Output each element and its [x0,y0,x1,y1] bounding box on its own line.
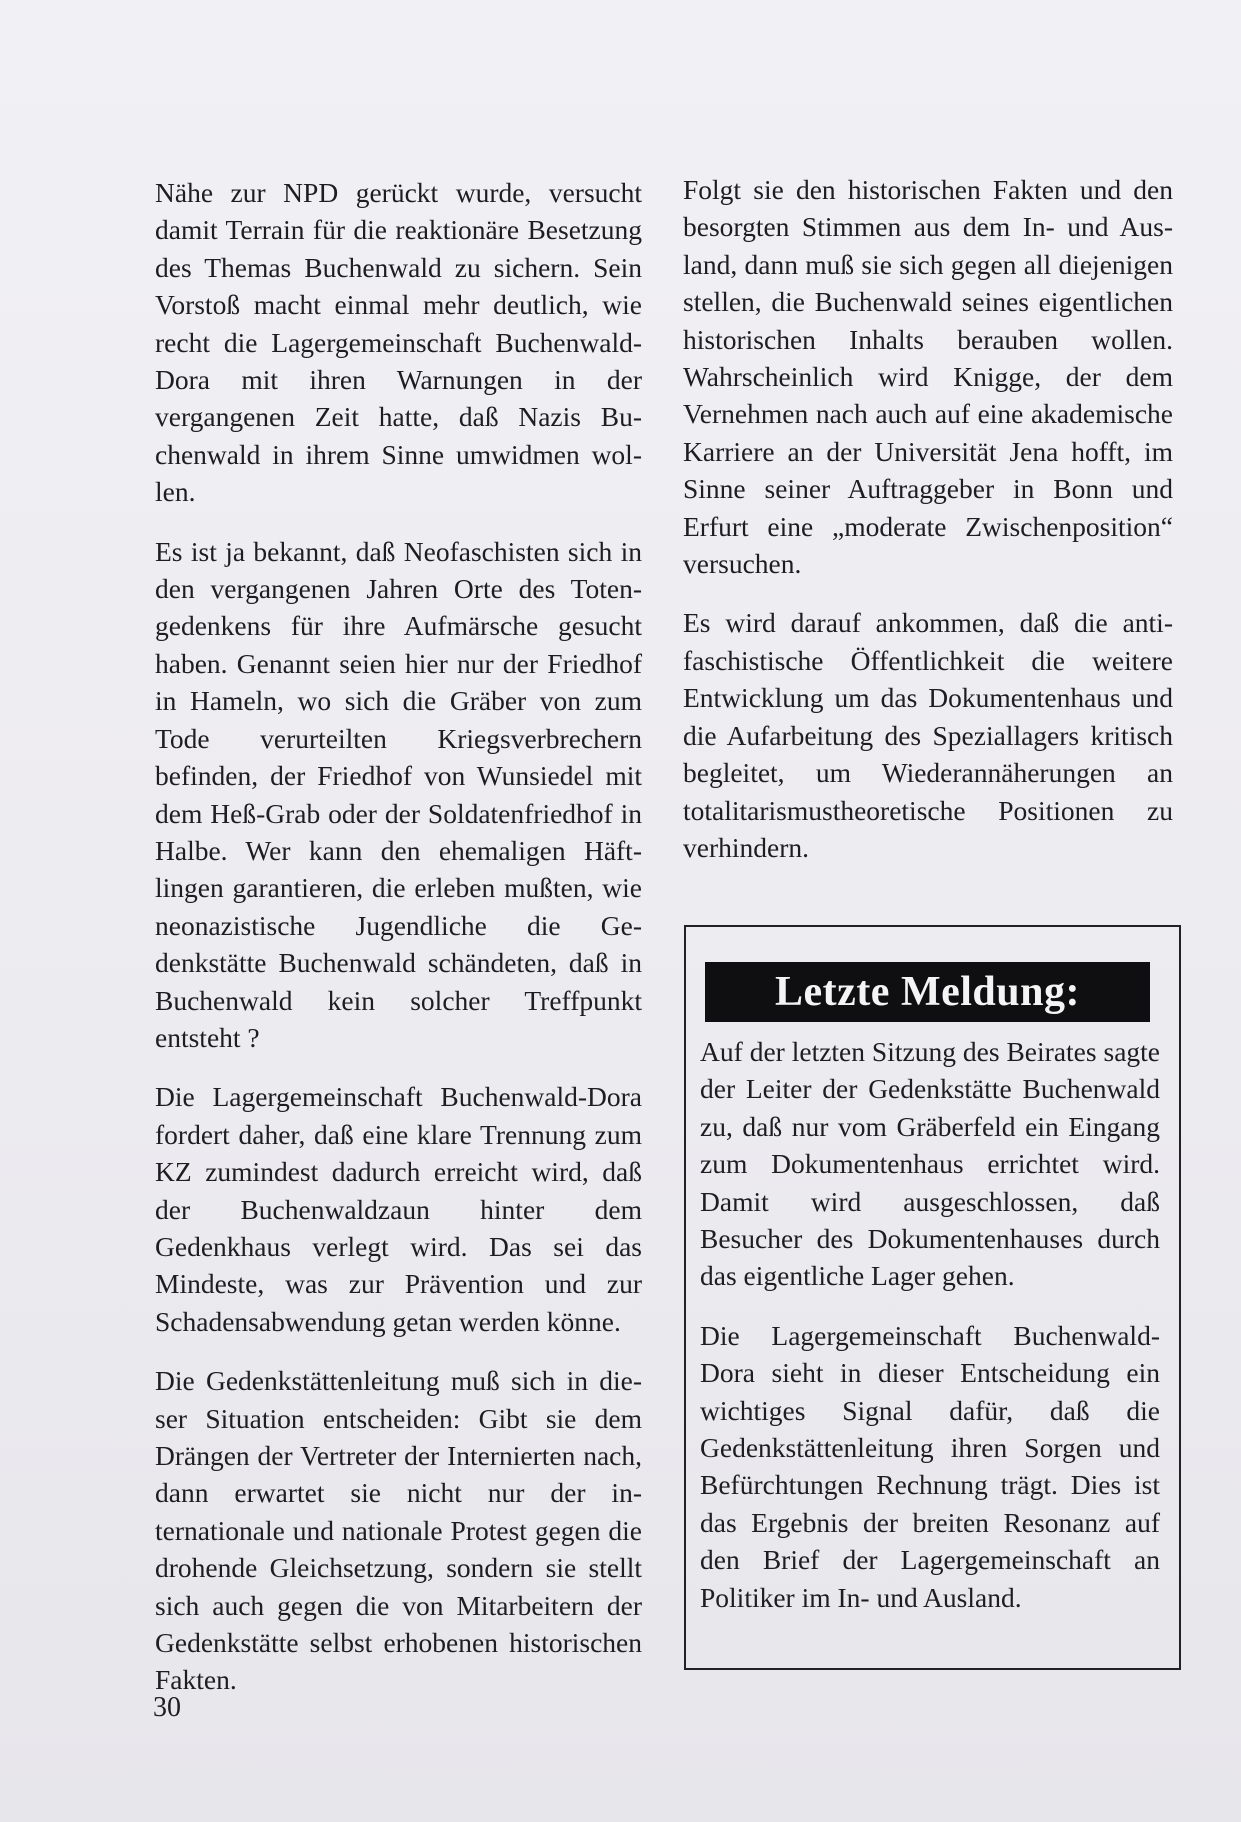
left-column [155,174,642,1721]
paragraph: Auf der letzten Sitzung des Beirates sagte der Leiter der Gedenkstätte Buchenwald zu, daß nur vom Gräberfeld ein Eingang zum Dokumentenhaus errichtet wird. Damit wird ausgeschlossen, daß Besucher des Dokumentenhauses durch das eigentliche Lager gehen. [700,1036,1160,1292]
paragraph: Nähe zur NPD gerückt wurde, versucht damit Terrain für die reaktionäre Besetzung des Themas Buchenwald zu sichern. Sein Vorstoß macht einmal mehr deutlich, wie recht die Lagergemeinschaft Buchenwald-Dora mit ihren Warnungen in der vergangenen Zeit hatte, daß Nazis Buchenwald in ihrem Sinne umwidmen wollen. [155,177,642,508]
paragraph: Die Lagergemeinschaft Buchenwald-Dora fordert daher, daß eine klare Trennung zum KZ zumindest dadurch erreicht wird, daß der Buchenwaldzaun hinter dem Gedenkhaus verlegt wird. Das sei das Mindeste, was zur Prävention und zur Schadensabwendung getan werden könne. [155,1081,642,1337]
paragraph: Die Gedenkstättenleitung muß sich in dieser Situation entscheiden: Gibt sie dem Drängen der Vertreter der Internierten nach, dann erwartet sie nicht nur der internationale und nationale Protest gegen die drohende Gleichsetzung, sondern sie stellt sich auch gegen die von Mitarbeitern der Gedenkstätte selbst erhobenen historischen Fakten. [155,1365,642,1696]
latest-news-box [684,925,1181,1670]
latest-news-body [700,1033,1160,1638]
paragraph: Die Lagergemeinschaft Buchenwald-Dora sieht in dieser Entscheidung ein wichtiges Signal dafür, daß die Gedenkstättenleitung ihren Sorgen und Befürchtungen Rechnung trägt. Dies ist das Ergebnis der breiten Resonanz auf den Brief der Lagergemeinschaft an Politiker im In- und Ausland. [700,1319,1160,1613]
paragraph: Es ist ja bekannt, daß Neofaschisten sich in den vergangenen Jahren Orte des Totengedenkens für ihre Aufmärsche gesucht haben. Genannt seien hier nur der Friedhof in Hameln, wo sich die Gräber von zum Tode verurteilten Kriegsverbrechern befinden, der Friedhof von Wunsiedel mit dem Heß-Grab oder der Soldatenfriedhof in Halbe. Wer kann den ehemaligen Häftlingen garantieren, die erleben mußten, wie neonazistische Jugendliche die Gedenkstätte Buchenwald schändeten, daß in Buchenwald kein solcher Treffpunkt entsteht ? [155,535,642,1053]
paragraph: Folgt sie den historischen Fakten und den besorgten Stimmen aus dem In- und Ausland, dann muß sie sich gegen all diejenigen stellen, die Buchenwald seines eigentlichen historischen Inhalts berauben wollen. Wahrscheinlich wird Knigge, der dem Vernehmen nach auch auf eine akademische Karriere an der Universität Jena hofft, im Sinne seiner Auftraggeber in Bonn und Erfurt eine „moderate Zwischenposition“ versuchen. [683,174,1173,580]
right-column [683,171,1173,888]
paragraph: Es wird darauf ankommen, daß die antifaschistische Öffentlichkeit die weitere Entwicklung um das Dokumentenhaus und die Aufarbeitung des Speziallagers kritisch begleitet, um Wiederannäherungen an totalitarismustheoretische Positionen zu verhindern. [683,607,1173,863]
latest-news-heading: Letzte Meldung: [705,962,1150,1022]
page-number: 30 [153,1692,181,1723]
